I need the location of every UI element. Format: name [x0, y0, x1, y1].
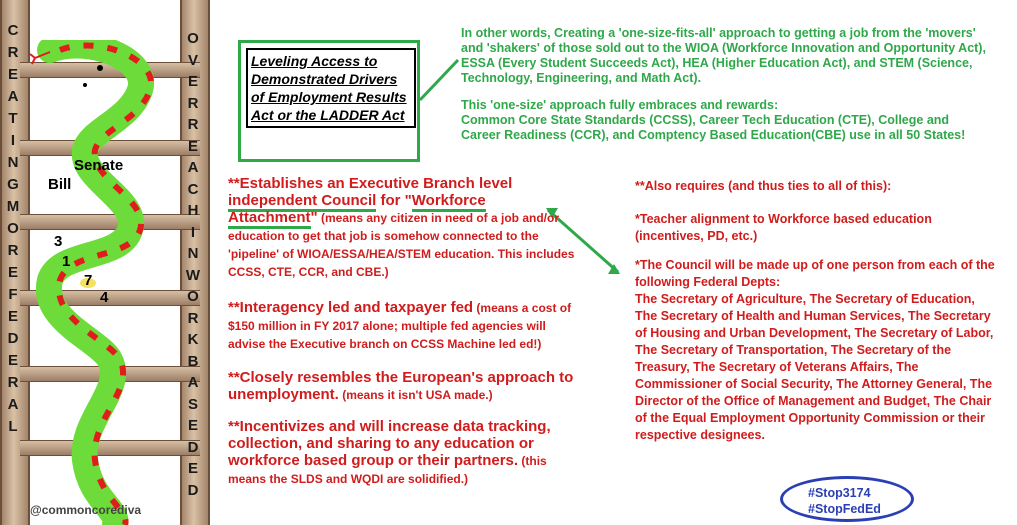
- vertical-letter: I: [10, 132, 16, 149]
- vertical-letter: E: [187, 460, 198, 477]
- vertical-letter: T: [8, 110, 18, 127]
- vertical-letter: A: [187, 159, 199, 176]
- vertical-letter: C: [187, 180, 199, 198]
- vertical-letter: W: [185, 266, 201, 284]
- vertical-letter: R: [7, 374, 19, 391]
- snake-label-bill: Bill: [48, 176, 72, 193]
- vertical-letter: R: [187, 116, 199, 133]
- vertical-letter: D: [187, 438, 199, 456]
- title-text: Leveling Access to Demonstrated Drivers of Employment Results Act or the LADDER Act: [246, 48, 416, 128]
- snake-label-senate: Senate: [74, 157, 124, 174]
- vertical-letter: N: [7, 154, 19, 171]
- vertical-letter: O: [187, 30, 199, 47]
- snake-number-4: 4: [100, 289, 109, 306]
- vertical-letter: I: [190, 223, 196, 241]
- vertical-letter: E: [7, 264, 18, 281]
- vertical-letter: B: [187, 352, 199, 370]
- right-item-2: *Teacher alignment to Workforce based education (incentives, PD, etc.): [635, 212, 932, 243]
- green-link-text: Common Core State Standards (CCSS), Career Tech Education (CTE), College and Career Readiness (CCR), and Comptency Based Education(CBE) use in all 50 States!: [461, 113, 966, 142]
- hashtag-stop3174: #Stop3174: [808, 486, 871, 500]
- vertical-letter: C: [7, 22, 19, 39]
- vertical-letter: M: [6, 198, 20, 215]
- left-item-3: **Closely resembles the European's approach to unemployment. (means it isn't USA made.): [228, 369, 574, 403]
- left-item-4: **Incentivizes and will increase data tracking, collection, and sharing to any education or workforce based group or their partners. (this means the SLDS and WQDI are solidified.): [228, 418, 551, 486]
- vertical-letter: E: [7, 352, 18, 369]
- vertical-letter: N: [187, 245, 199, 262]
- right-item-3-body: The Secretary of Agriculture, The Secretary of Education, The Secretary of Health and Human Services, The Secretary of Housing and Urban Development, The Secretary of Labor, The Secretary of Transportation, The Secretary of the Treasury, The Secretary of Veterans Affairs, The Commissioner of Social Security, The Attorney General, The Director of the Office of Management and Budget, The Chair of the Equal Employment Opportunity Commission or their: [635, 292, 994, 425]
- vertical-letter: O: [187, 288, 199, 305]
- vertical-letter: S: [187, 395, 198, 413]
- left-item-1: **Establishes an Executive Branch level independent Council for "Workforce Attachment" (means any citizen in need of a job and/or education to get that job is somehow connected to the 'pipeline' of WIOA/ESSA/HEA/STEM education. This includes CCSS, CTE, CCR, and CBE.): [228, 175, 575, 279]
- vertical-letter: R: [7, 242, 19, 259]
- vertical-letter: E: [7, 308, 18, 325]
- vertical-letter: E: [187, 417, 198, 434]
- vertical-letter: D: [187, 481, 199, 499]
- snake-number-7: 7: [84, 272, 93, 289]
- vertical-letter: E: [187, 73, 198, 90]
- watermark: @commoncorediva: [30, 503, 142, 517]
- vertical-letter: E: [7, 66, 18, 83]
- vertical-letter: D: [7, 330, 19, 347]
- left-list: [228, 175, 576, 488]
- vertical-letter: F: [8, 286, 18, 303]
- vertical-letter: R: [187, 309, 199, 327]
- vertical-letter: E: [187, 137, 198, 155]
- hashtag-stopfeded: #StopFedEd: [808, 502, 881, 516]
- vertical-letter: O: [7, 220, 19, 237]
- green-paragraph-2: This 'one-size' approach fully embraces and rewards:: [461, 98, 779, 112]
- vertical-letter: V: [187, 51, 198, 69]
- vertical-letter: A: [7, 88, 19, 105]
- right-list: [635, 178, 995, 444]
- snake-illustration: [30, 40, 180, 525]
- vertical-letter: G: [7, 176, 19, 193]
- vertical-letter: L: [8, 418, 18, 435]
- vertical-letter: K: [187, 331, 199, 348]
- vertical-letter: A: [187, 374, 199, 391]
- vertical-letter: H: [187, 202, 199, 219]
- vertical-letter: A: [7, 396, 19, 413]
- right-item-3-tail: respective designees.: [635, 428, 765, 442]
- snake-number-3: 3: [54, 233, 63, 250]
- left-item-2: **Interagency led and taxpayer fed (means a cost of $150 million in FY 2017 alone; multiple fed agencies will advise the Executive branch on CCSS Machine led ed!): [228, 299, 572, 351]
- vertical-letter: R: [7, 44, 19, 61]
- snake-number-1: 1: [62, 253, 71, 270]
- right-item-3-head: *The Council will be made up of one person from each of the following Federal Depts:: [635, 258, 995, 289]
- right-item-1: **Also requires (and thus ties to all of this):: [635, 179, 892, 193]
- title-box: [238, 40, 420, 162]
- vertical-letter: R: [187, 94, 199, 112]
- green-paragraph-1: In other words, Creating a 'one-size-fits-all' approach to getting a job from the 'movers' and 'shakers' of those sold out to the WIOA (Workforce Innovation and Opportunity Act), ESSA (Every Student Succeeds Act), HEA (Higher Education Act), and STEM (Science, Technology, Engineering, and Math Act).: [461, 26, 986, 85]
